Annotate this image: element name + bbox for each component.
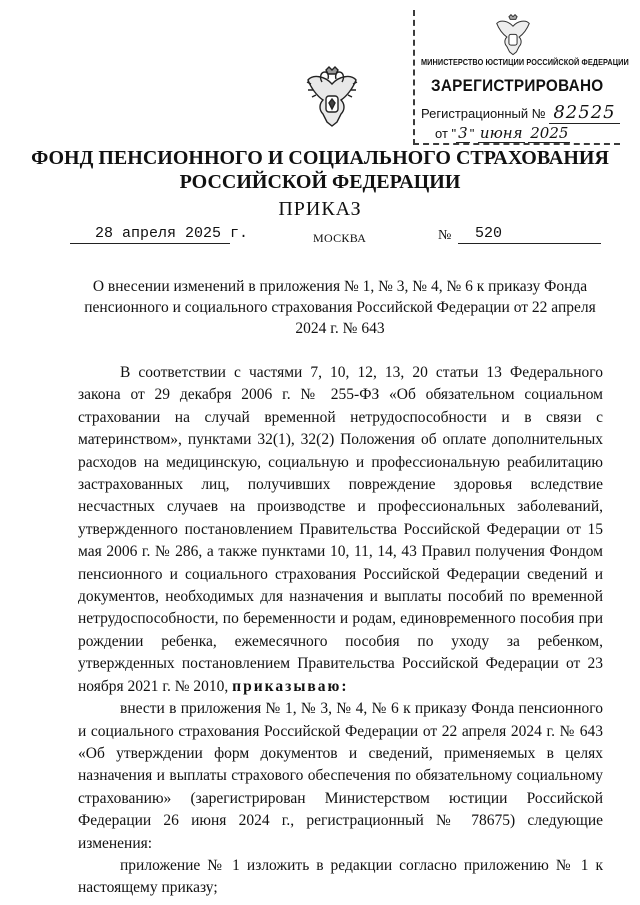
organization-name (0, 146, 640, 194)
russian-coat-of-arms-icon (305, 66, 359, 128)
stamp-reg-label: Регистрационный № (421, 106, 546, 121)
order-date: 28 апреля 2025 г. (95, 225, 249, 242)
body-paragraph-3: приложение № 1 изложить в редакции согласно приложению № 1 к настоящему приказу; (78, 856, 603, 897)
stamp-date-year: 2025 (530, 124, 569, 142)
body-paragraph-2: внести в приложения № 1, № 3, № 4, № 6 к приказу Фонда пенсионного и социального страхования Российской Федерации от 22 апреля 2024 г. № 643 «Об утверждении форм документов и сведений, применяемых в целях назначения и выплаты страхового обеспечения по обязательному социальному страхованию» (зарегистрирован Министерством юстиции Российской Федерации 26 июня 2024 г., регистрационный № 78675) следующие изменения: (78, 700, 603, 852)
order-number: 520 (475, 225, 503, 242)
stamp-date: от " 3 " июня 2025 (435, 124, 569, 142)
stamp-date-prefix: от (435, 126, 448, 141)
stamp-date-month: июня (479, 124, 523, 142)
order-word: приказываю: (232, 677, 349, 695)
number-sign: № (438, 228, 452, 243)
stamp-registered: ЗАРЕГИСТРИРОВАНО (431, 76, 604, 95)
org-line-2: РОССИЙСКОЙ ФЕДЕРАЦИИ (179, 171, 461, 193)
document-body (78, 362, 603, 900)
org-line-1: ФОНД ПЕНСИОННОГО И СОЦИАЛЬНОГО СТРАХОВАНИЯ (31, 147, 609, 169)
stamp-ministry: МИНИСТЕРСТВО ЮСТИЦИИ РОССИЙСКОЙ ФЕДЕРАЦИИ (421, 57, 629, 67)
stamp-reg-number-value: 82525 (549, 102, 619, 124)
body-paragraph-1 (78, 362, 603, 698)
document-title: О внесении изменений в приложения № 1, № 3, № 4, № 6 к приказу Фонда пенсионного и социального страхования Российской Федерации от 22 апреля 2024 г. № 643 (84, 278, 596, 337)
stamp-date-day: 3 (458, 124, 468, 142)
paragraph-1-text: В соответствии с частями 7, 10, 12, 13, 20 статьи 13 Федерального закона от 29 декабря 2006 г. № 255-ФЗ «Об обязательном социальном страховании на случай временной нетрудоспособности и в связи с материнством», пунктами 32(1), 32(2) Положения об оплате дополнительных расходов на медицинскую, социальную и профессиональную реабилитацию застрахованных лиц, получивших повреждение здоровья вследствие несчастных случаев на производстве и профессиональных заболеваний, утвержденного постановлением Правительства Российской Федерации от 15 мая 2006 г. № 286, а также пунктами 10, 11, 14, 43 Правил получения Фондом пенсионного и социального страхования Российской Федерации сведений и документов, необходимых для назначения и выплаты пособий по временной нетрудоспособности, по беременности и родам, единовременного пособия при рождении ребенка, ежемесячного пособия по уходу за ребенком, утвержденных постановлением Правительства Российской Федерации от 23 ноября 2021 г. № 2010, (78, 364, 603, 695)
stamp-registration-number (421, 102, 620, 123)
city: МОСКВА (313, 231, 367, 245)
document-type: ПРИКАЗ (278, 198, 362, 220)
russian-coat-of-arms-icon (493, 14, 533, 56)
registration-stamp (413, 10, 629, 145)
